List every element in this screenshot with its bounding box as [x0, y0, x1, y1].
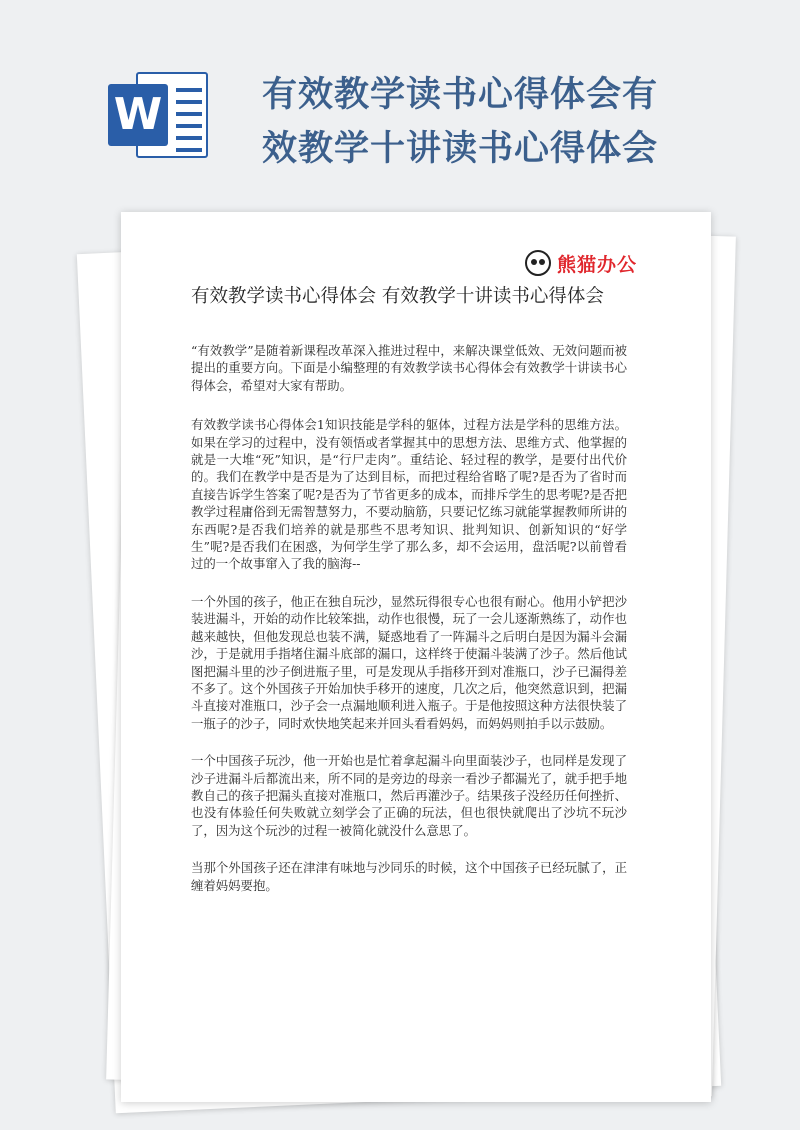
paragraph: “有效教学”是随着新课程改革深入推进过程中，来解决课堂低效、无效问题而被提出的重要方向。下面是小编整理的有效教学读书心得体会有效教学十讲读书心得体会，希望对大家有帮助。	[191, 343, 627, 393]
document-title: 有效教学读书心得体会有效教学十讲读书心得体会	[262, 75, 659, 169]
document-page	[121, 212, 711, 1102]
brand-logo	[525, 248, 637, 278]
paragraph: 一个中国孩子玩沙，他一开始也是忙着拿起漏斗向里面装沙子，也同样是发现了沙子进漏斗后都流出来，所不同的是旁边的母亲一看沙子都漏光了，就手把手地教自己的孩子把漏头直接对准瓶口，然后再灌沙子。结果孩子没经历任何挫折、也没有体验任何失败就立刻学会了正确的玩法，但也很快就爬出了沙坑不玩沙了，因为这个玩沙的过程一被简化就没什么意思了。	[191, 753, 627, 838]
word-letter-badge: W	[108, 84, 168, 146]
paragraph: 有效教学读书心得体会1知识技能是学科的躯体，过程方法是学科的思维方法。如果在学习的过程中，没有领悟或者掌握其中的思想方法、思维方式、他掌握的就是一大堆“死”知识，是“行尸走肉”。重结论、轻过程的教学，是要付出代价的。我们在教学中是否是为了达到目标，而把过程给省略了呢?是否为了省时而直接告诉学生答案了呢?是否为了节省更多的成本，而排斥学生的思考呢?是否把教学过程庸俗到无需智慧努力，不要动脑筋，只要记忆练习就能掌握教师所讲的东西呢?是否我们培养的就是那些不思考知识、批判知识、创新知识的“好学生”呢?是否我们在困惑，为何学生学了那么多，却不会运用，盘活呢?以前曾看过的一个故事窜入了我的脑海--	[191, 417, 627, 572]
page-heading: 有效教学读书心得体会 有效教学十讲读书心得体会	[191, 286, 604, 307]
brand-name: 熊猫办公	[557, 253, 638, 276]
panda-icon	[525, 250, 551, 276]
word-document-icon	[108, 64, 212, 164]
article-body	[191, 342, 627, 914]
paragraph: 一个外国的孩子，他正在独自玩沙，显然玩得很专心也很有耐心。他用小铲把沙装进漏斗，开始的动作比较笨拙，动作也很慢，玩了一会儿逐渐熟练了，动作也越来越快，但他发现总也装不满，疑惑地看了一阵漏斗之后明白是因为漏斗会漏沙，于是就用手指堵住漏斗底部的漏口，这样终于使漏斗装满了沙子。然后他试图把漏斗里的沙子倒进瓶子里，可是发现从手指移开到对准瓶口，沙子已漏得差不多了。这个外国孩子开始加快手移开的速度，几次之后，他突然意识到，把漏斗直接对准瓶口，沙子会一点漏地顺利进入瓶子。于是他按照这种方法很快装了一瓶子的沙子，同时欢快地笑起来并回头看看妈妈，而妈妈则拍手以示鼓励。	[191, 593, 627, 731]
paragraph: 当那个外国孩子还在津津有味地与沙同乐的时候，这个中国孩子已经玩腻了，正缠着妈妈要抱。	[191, 860, 627, 893]
